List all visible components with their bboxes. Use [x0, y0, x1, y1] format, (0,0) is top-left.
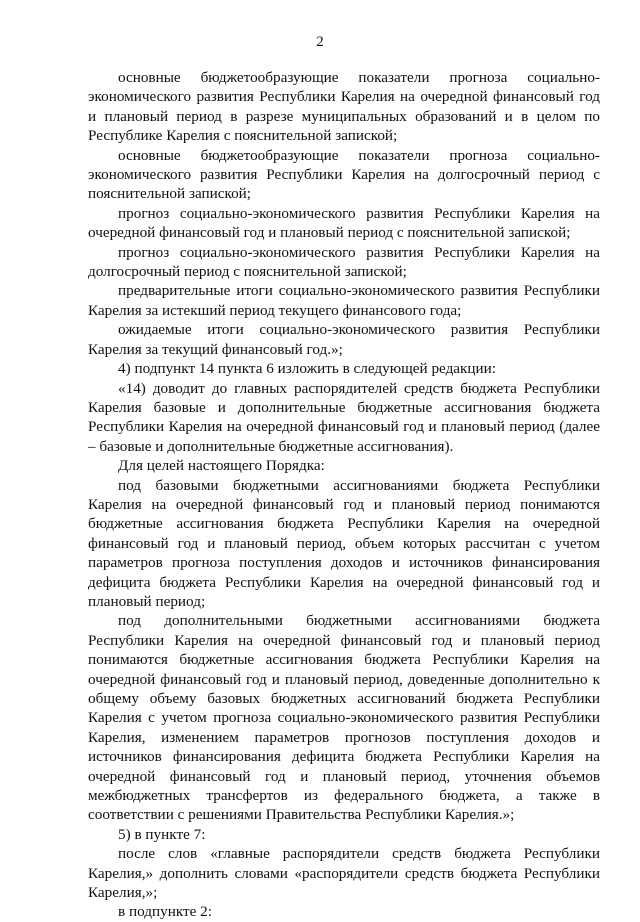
page-number: 2 — [316, 34, 324, 50]
paragraph: в подпункте 2: — [118, 903, 212, 921]
paragraph: ожидаемые итоги социально-экономического развития Республики Карелия за текущий финансовый год.»; — [88, 321, 600, 358]
paragraph: прогноз социально-экономического развития Республики Карелия на долгосрочный период с пояснительной запиской; — [88, 243, 600, 281]
paragraph: 4) подпункт 14 пункта 6 изложить в следующей редакции: — [118, 360, 497, 378]
paragraph: после слов «главные распорядители средств бюджета Республики Карелия,» дополнить словами «распорядители средств бюджета Республики Карелия,»; — [88, 845, 600, 902]
paragraph: «14) доводит до главных распорядителей средств бюджета Республики Карелия базовые и дополнительные бюджетные ассигнования бюджета Республики Карелия на очередной финансовый год и плановый период (далее – базовые и дополнительные бюджетные ассигнования). — [88, 379, 600, 455]
paragraph: под базовыми бюджетными ассигнованиями бюджета Республики Карелия на очередной финансовый год и плановый период понимаются бюджетные ассигнования бюджета Республики Карелия на очередной финансовый год и плановый период, объем которых рассчитан с учетом параметров прогноза поступления доходов и источников финансирования дефицита бюджета Республики Карелия на очередной финансовый год и плановый период; — [88, 476, 600, 610]
document-body — [88, 68, 600, 922]
paragraph: основные бюджетообразующие показатели прогноза социально-экономического развития Республики Карелия на очередной финансовый год и плановый период в разрезе муниципальных образований и в целом по Республике Карелия с пояснительной запиской; — [88, 69, 600, 145]
paragraph: 5) в пункте 7: — [118, 825, 206, 843]
paragraph: под дополнительными бюджетными ассигнованиями бюджета Республики Карелия на очередной финансовый год и плановый период понимаются бюджетные ассигнования бюджета Республики Карелия на очередной финансовый год и плановый период, доведенные дополнительно к общему объему базовых бюджетных ассигнований бюджета Республики Карелия с учетом прогноза социально-экономического развития Республики Карелия, изменением параметров прогнозов поступления доходов и источников финансирования дефицита бюджета Республики Карелия на очередной финансовый год и плановый период, уточнения объемов межбюджетных трансфертов из федерального бюджета, а также в соответствии с решениями Правительства Республики Карелия.»; — [88, 612, 600, 824]
paragraph: Для целей настоящего Порядка: — [118, 457, 325, 475]
paragraph: прогноз социально-экономического развития Республики Карелия на очередной финансовый год и плановый период с пояснительной запиской; — [88, 204, 600, 242]
paragraph: основные бюджетообразующие показатели прогноза социально-экономического развития Республики Карелия на долгосрочный период с пояснительной запиской; — [88, 146, 600, 203]
paragraph: предварительные итоги социально-экономического развития Республики Карелия за истекший период текущего финансового года; — [88, 282, 600, 319]
